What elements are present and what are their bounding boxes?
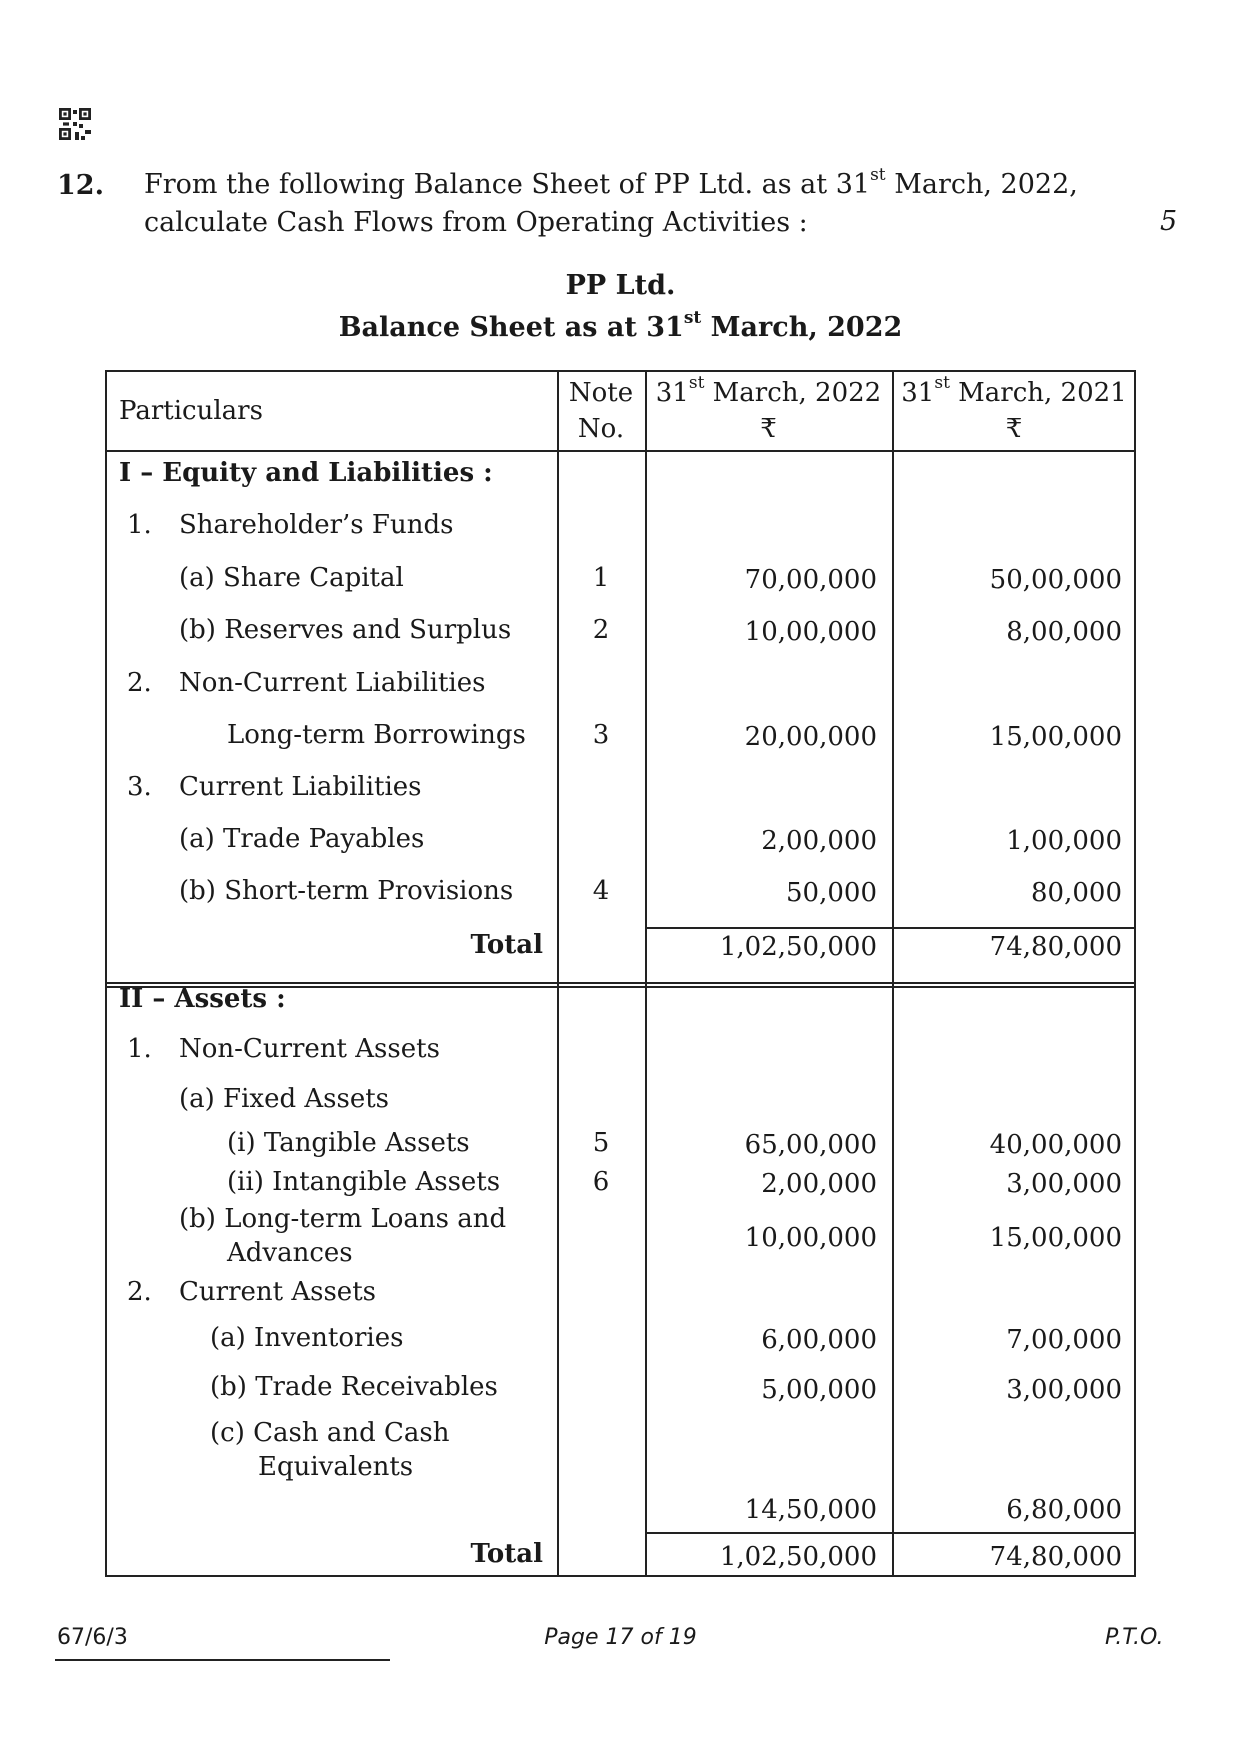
balance-sheet-table	[105, 370, 1136, 1577]
header-note-line2: No.	[577, 414, 625, 444]
value-2022: 65,00,000	[744, 1130, 877, 1160]
total-label: Total	[470, 930, 543, 960]
page-number: Page 17 of 19	[544, 1625, 697, 1650]
value-2021: 40,00,000	[989, 1130, 1122, 1160]
row-label: (b) Reserves and Surplus	[179, 615, 512, 645]
item-number: 2.	[127, 1277, 152, 1307]
header-divider	[107, 450, 1134, 452]
row-label: (a) Share Capital	[179, 563, 404, 593]
value-2021: 3,00,000	[1006, 1169, 1122, 1199]
total-2022: 1,02,50,000	[719, 1542, 877, 1572]
balance-sheet-title: Balance Sheet as at 31st March, 2022	[338, 308, 903, 343]
note-number: 4	[592, 876, 610, 906]
item-number: 3.	[127, 772, 152, 802]
group-label: Non-Current Liabilities	[179, 668, 486, 698]
section-heading: II – Assets :	[119, 984, 286, 1014]
company-name: PP Ltd.	[565, 270, 676, 301]
note-number: 5	[592, 1128, 610, 1158]
row-label: Long-term Borrowings	[227, 720, 526, 750]
group-label: Current Liabilities	[179, 772, 422, 802]
note-number: 3	[592, 720, 610, 750]
note-number: 2	[592, 615, 610, 645]
question-number: 12.	[57, 170, 104, 201]
question-text: From the following Balance Sheet of PP Ltd. as at 31st March, 2022, calculate Cash Flows from Operating Activities :	[144, 165, 1078, 238]
group-label: Current Assets	[179, 1277, 376, 1307]
row-label: (b) Trade Receivables	[210, 1372, 498, 1402]
value-2021: 7,00,000	[1006, 1325, 1122, 1355]
qr-code-icon	[59, 108, 91, 140]
value-2022: 2,00,000	[761, 826, 877, 856]
header-2021: 31st March, 2021	[901, 373, 1127, 408]
row-label: (a) Trade Payables	[179, 824, 425, 854]
value-2022: 50,000	[786, 878, 877, 908]
value-2021: 80,000	[1031, 878, 1122, 908]
row-label: (b) Short-term Provisions	[179, 876, 514, 906]
row-label: (a) Fixed Assets	[179, 1084, 390, 1114]
item-number: 1.	[127, 510, 152, 540]
row-label-continued: Equivalents	[258, 1452, 414, 1482]
value-2021: 6,80,000	[1006, 1495, 1122, 1525]
total-2021: 74,80,000	[989, 1542, 1122, 1572]
item-number: 1.	[127, 1034, 152, 1064]
row-label: (c) Cash and Cash	[210, 1418, 450, 1448]
value-2022: 10,00,000	[744, 617, 877, 647]
value-2022: 10,00,000	[744, 1223, 877, 1253]
value-2021: 50,00,000	[989, 565, 1122, 595]
row-label: (b) Long-term Loans and	[179, 1204, 507, 1234]
value-2022: 70,00,000	[744, 565, 877, 595]
value-2021: 15,00,000	[989, 1223, 1122, 1253]
value-2022: 6,00,000	[761, 1325, 877, 1355]
group-label: Shareholder’s Funds	[179, 510, 454, 540]
currency-2022: ₹	[760, 414, 777, 444]
total-top-rule	[645, 1532, 1134, 1534]
note-number: 1	[592, 563, 610, 593]
value-2022: 5,00,000	[761, 1375, 877, 1405]
footer-rule	[55, 1659, 390, 1661]
value-2022: 20,00,000	[744, 722, 877, 752]
total-top-rule	[645, 927, 1134, 929]
total-2021: 74,80,000	[989, 932, 1122, 962]
group-label: Non-Current Assets	[179, 1034, 440, 1064]
row-label: (a) Inventories	[210, 1323, 404, 1353]
header-2022: 31st March, 2022	[655, 373, 882, 408]
total-label: Total	[470, 1539, 543, 1569]
total-2022: 1,02,50,000	[719, 932, 877, 962]
header-note-line1: Note	[568, 378, 634, 408]
section-heading: I – Equity and Liabilities :	[119, 458, 493, 488]
value-2021: 8,00,000	[1006, 617, 1122, 647]
col-divider	[557, 372, 559, 1575]
row-label-continued: Advances	[227, 1238, 353, 1268]
row-label: (ii) Intangible Assets	[227, 1167, 501, 1197]
value-2022: 2,00,000	[761, 1169, 877, 1199]
value-2022: 14,50,000	[744, 1495, 877, 1525]
value-2021: 3,00,000	[1006, 1375, 1122, 1405]
row-label: (i) Tangible Assets	[227, 1128, 470, 1158]
note-number: 6	[592, 1167, 610, 1197]
value-2021: 1,00,000	[1006, 826, 1122, 856]
question-marks: 5	[1160, 206, 1178, 237]
paper-code: 67/6/3	[57, 1625, 128, 1650]
value-2021: 15,00,000	[989, 722, 1122, 752]
pto-label: P.T.O.	[1105, 1625, 1164, 1650]
header-particulars: Particulars	[119, 396, 263, 426]
currency-2021: ₹	[1005, 414, 1023, 444]
item-number: 2.	[127, 668, 152, 698]
